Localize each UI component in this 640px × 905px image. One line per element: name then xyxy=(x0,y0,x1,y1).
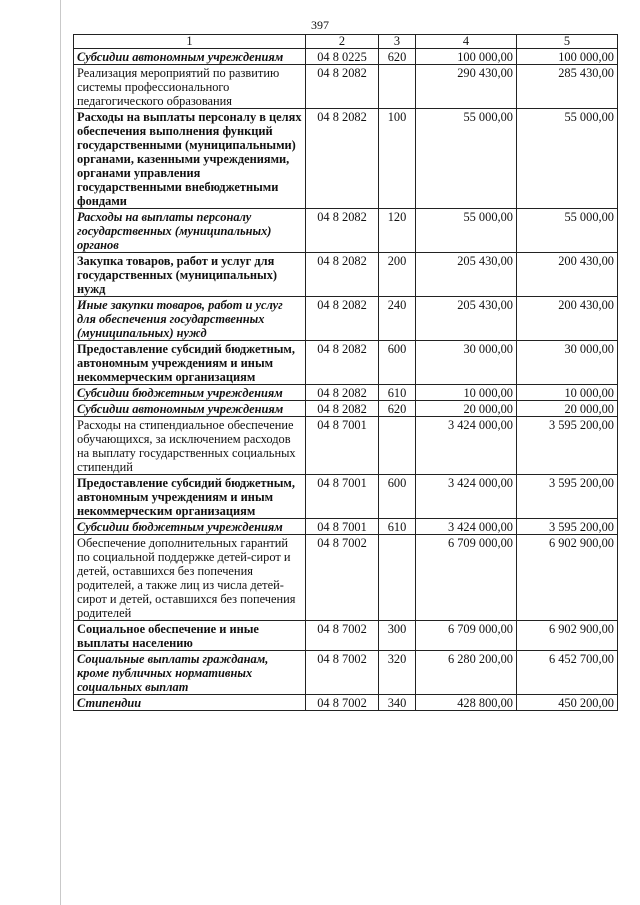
row-expense-type-cell: 300 xyxy=(379,621,416,651)
row-name-cell: Предоставление субсидий бюджетным, автономным учреждениям и иным некоммерческим организациям xyxy=(74,341,306,385)
table-row xyxy=(74,519,618,535)
row-name-cell: Расходы на выплаты персоналу государственных (муниципальных) органов xyxy=(74,209,306,253)
row-amount-year1-cell: 6 709 000,00 xyxy=(416,621,517,651)
row-expense-type-cell: 600 xyxy=(379,341,416,385)
row-code-cell: 04 8 7002 xyxy=(306,695,379,711)
row-code-cell: 04 8 2082 xyxy=(306,253,379,297)
row-amount-year2-cell: 285 430,00 xyxy=(517,65,618,109)
table-row xyxy=(74,109,618,209)
row-expense-type-cell xyxy=(379,535,416,621)
row-amount-year2-cell: 100 000,00 xyxy=(517,49,618,65)
row-expense-type-cell: 120 xyxy=(379,209,416,253)
row-amount-year1-cell: 3 424 000,00 xyxy=(416,519,517,535)
row-name-cell: Предоставление субсидий бюджетным, автономным учреждениям и иным некоммерческим организациям xyxy=(74,475,306,519)
table-row xyxy=(74,475,618,519)
table-row xyxy=(74,417,618,475)
row-expense-type-cell: 610 xyxy=(379,519,416,535)
row-name-cell: Субсидии автономным учреждениям xyxy=(74,401,306,417)
row-name-cell: Социальное обеспечение и иные выплаты населению xyxy=(74,621,306,651)
table-row xyxy=(74,49,618,65)
row-amount-year2-cell: 30 000,00 xyxy=(517,341,618,385)
row-expense-type-cell: 620 xyxy=(379,49,416,65)
row-expense-type-cell xyxy=(379,65,416,109)
row-amount-year2-cell: 3 595 200,00 xyxy=(517,417,618,475)
row-expense-type-cell: 200 xyxy=(379,253,416,297)
row-code-cell: 04 8 2082 xyxy=(306,341,379,385)
row-amount-year1-cell: 428 800,00 xyxy=(416,695,517,711)
row-amount-year2-cell: 200 430,00 xyxy=(517,297,618,341)
table-row xyxy=(74,341,618,385)
row-code-cell: 04 8 2082 xyxy=(306,209,379,253)
table-body xyxy=(74,49,618,711)
table-row xyxy=(74,209,618,253)
header-cell-3: 3 xyxy=(379,35,416,49)
row-name-cell: Иные закупки товаров, работ и услуг для обеспечения государственных (муниципальных) нужд xyxy=(74,297,306,341)
row-amount-year2-cell: 6 902 900,00 xyxy=(517,621,618,651)
row-name-cell: Расходы на стипендиальное обеспечение обучающихся, за исключением расходов на выплату государственных социальных стипендий xyxy=(74,417,306,475)
row-name-cell: Субсидии бюджетным учреждениям xyxy=(74,385,306,401)
table-row xyxy=(74,535,618,621)
row-expense-type-cell: 100 xyxy=(379,109,416,209)
row-amount-year2-cell: 450 200,00 xyxy=(517,695,618,711)
row-code-cell: 04 8 7002 xyxy=(306,651,379,695)
table-row xyxy=(74,297,618,341)
row-name-cell: Реализация мероприятий по развитию системы профессионального педагогического образования xyxy=(74,65,306,109)
table-row xyxy=(74,253,618,297)
row-name-cell: Социальные выплаты гражданам, кроме публичных нормативных социальных выплат xyxy=(74,651,306,695)
row-amount-year2-cell: 3 595 200,00 xyxy=(517,519,618,535)
row-code-cell: 04 8 2082 xyxy=(306,65,379,109)
row-expense-type-cell: 600 xyxy=(379,475,416,519)
row-amount-year1-cell: 6 709 000,00 xyxy=(416,535,517,621)
row-amount-year1-cell: 205 430,00 xyxy=(416,297,517,341)
header-cell-5: 5 xyxy=(517,35,618,49)
row-amount-year2-cell: 20 000,00 xyxy=(517,401,618,417)
row-name-cell: Стипендии xyxy=(74,695,306,711)
row-expense-type-cell: 610 xyxy=(379,385,416,401)
row-amount-year1-cell: 20 000,00 xyxy=(416,401,517,417)
row-expense-type-cell: 620 xyxy=(379,401,416,417)
row-code-cell: 04 8 7001 xyxy=(306,475,379,519)
row-amount-year1-cell: 10 000,00 xyxy=(416,385,517,401)
table-row xyxy=(74,651,618,695)
row-expense-type-cell: 320 xyxy=(379,651,416,695)
table-header-row xyxy=(74,35,618,49)
row-name-cell: Субсидии автономным учреждениям xyxy=(74,49,306,65)
row-code-cell: 04 8 2082 xyxy=(306,297,379,341)
table-row xyxy=(74,695,618,711)
row-amount-year2-cell: 10 000,00 xyxy=(517,385,618,401)
row-amount-year2-cell: 3 595 200,00 xyxy=(517,475,618,519)
header-cell-1: 1 xyxy=(74,35,306,49)
row-amount-year1-cell: 6 280 200,00 xyxy=(416,651,517,695)
row-code-cell: 04 8 2082 xyxy=(306,385,379,401)
row-name-cell: Обеспечение дополнительных гарантий по социальной поддержке детей-сирот и детей, оставшихся без попечения родителей, а также лиц из числа детей-сирот и детей, оставшихся без попечения родителей xyxy=(74,535,306,621)
header-cell-4: 4 xyxy=(416,35,517,49)
row-name-cell: Субсидии бюджетным учреждениям xyxy=(74,519,306,535)
budget-table xyxy=(73,34,618,711)
table-row xyxy=(74,385,618,401)
row-expense-type-cell xyxy=(379,417,416,475)
row-code-cell: 04 8 7001 xyxy=(306,417,379,475)
row-code-cell: 04 8 7001 xyxy=(306,519,379,535)
row-code-cell: 04 8 7002 xyxy=(306,621,379,651)
row-amount-year2-cell: 200 430,00 xyxy=(517,253,618,297)
row-amount-year1-cell: 55 000,00 xyxy=(416,109,517,209)
row-amount-year2-cell: 6 452 700,00 xyxy=(517,651,618,695)
row-amount-year2-cell: 55 000,00 xyxy=(517,209,618,253)
header-cell-2: 2 xyxy=(306,35,379,49)
row-amount-year1-cell: 100 000,00 xyxy=(416,49,517,65)
row-code-cell: 04 8 2082 xyxy=(306,109,379,209)
row-amount-year1-cell: 3 424 000,00 xyxy=(416,475,517,519)
row-expense-type-cell: 340 xyxy=(379,695,416,711)
table-row xyxy=(74,621,618,651)
row-amount-year1-cell: 55 000,00 xyxy=(416,209,517,253)
table-row xyxy=(74,401,618,417)
table-row xyxy=(74,65,618,109)
row-amount-year1-cell: 290 430,00 xyxy=(416,65,517,109)
scan-edge-line xyxy=(60,0,61,905)
row-code-cell: 04 8 0225 xyxy=(306,49,379,65)
page-number: 397 xyxy=(311,18,329,32)
row-amount-year1-cell: 30 000,00 xyxy=(416,341,517,385)
row-code-cell: 04 8 2082 xyxy=(306,401,379,417)
row-code-cell: 04 8 7002 xyxy=(306,535,379,621)
row-amount-year1-cell: 205 430,00 xyxy=(416,253,517,297)
row-amount-year2-cell: 6 902 900,00 xyxy=(517,535,618,621)
row-amount-year1-cell: 3 424 000,00 xyxy=(416,417,517,475)
row-name-cell: Расходы на выплаты персоналу в целях обеспечения выполнения функций государственными (муниципальными) органами, казенными учреждениями, органами управления государственными внебюджетными фондами xyxy=(74,109,306,209)
row-expense-type-cell: 240 xyxy=(379,297,416,341)
row-amount-year2-cell: 55 000,00 xyxy=(517,109,618,209)
row-name-cell: Закупка товаров, работ и услуг для государственных (муниципальных) нужд xyxy=(74,253,306,297)
